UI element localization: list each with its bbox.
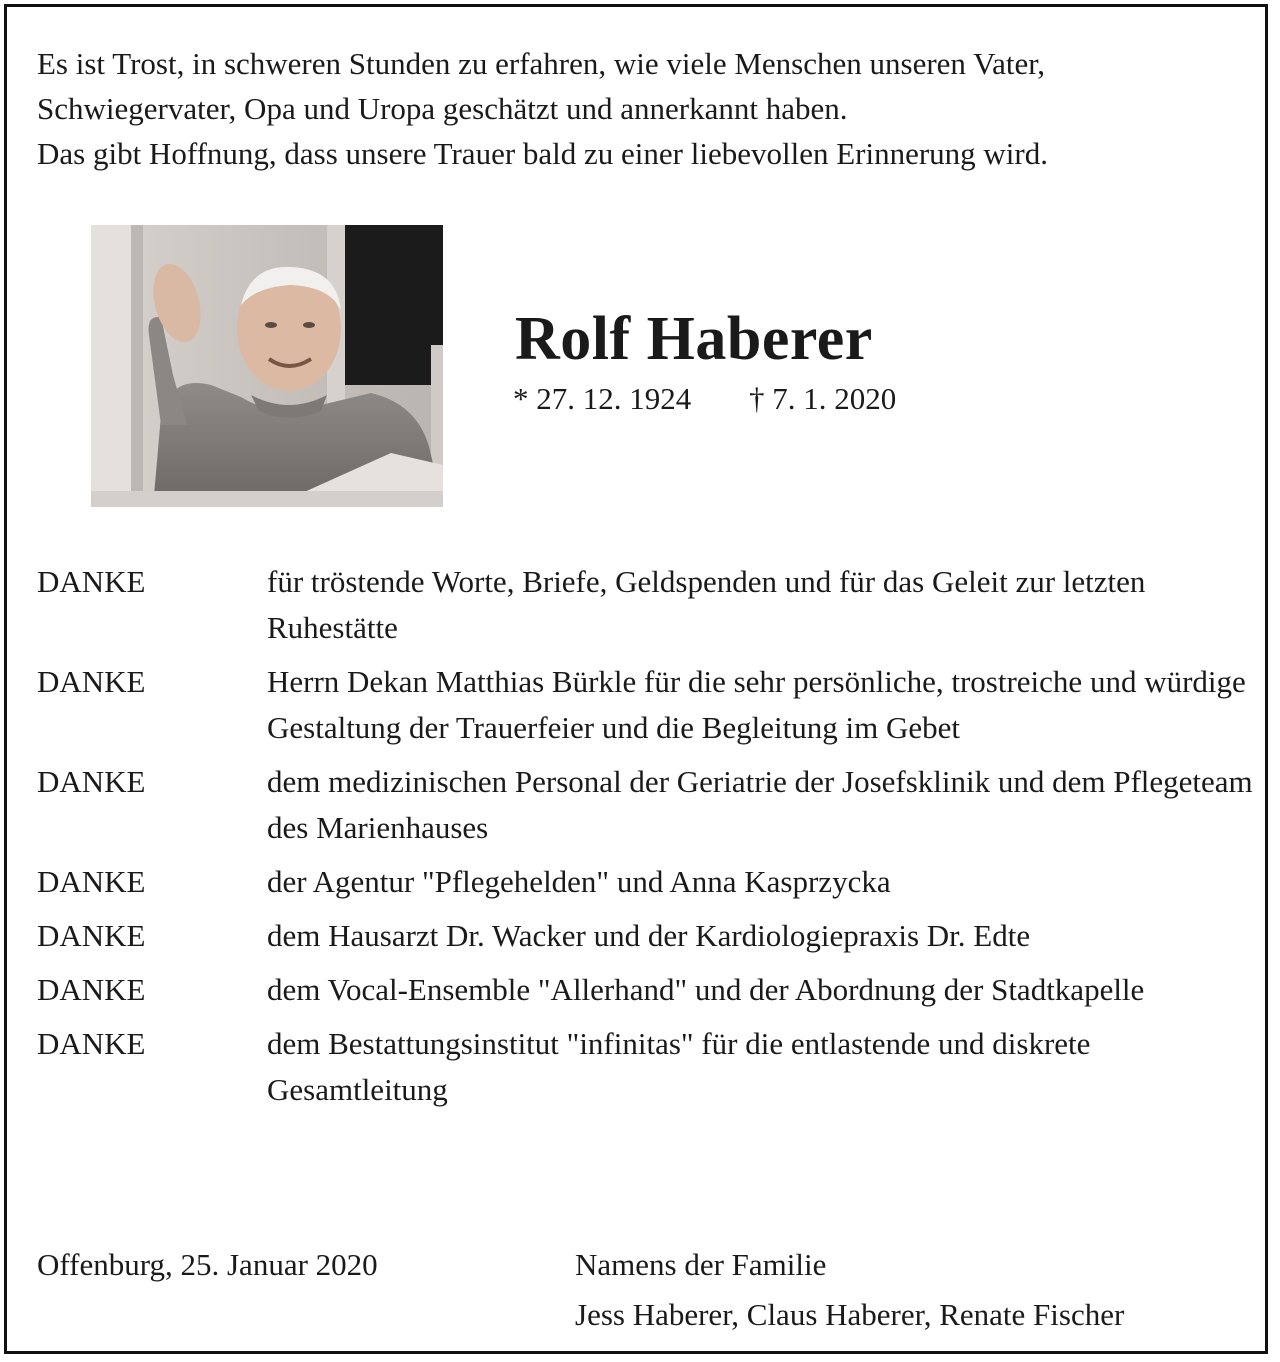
on-behalf-of-family: Namens der Familie <box>575 1247 827 1282</box>
thanks-text: dem Vocal-Ensemble "Allerhand" und der Abordnung der Stadtkapelle <box>267 972 1145 1007</box>
thanks-label: DANKE <box>37 972 146 1007</box>
thanks-list <box>37 559 1257 1121</box>
intro-line-3: Das gibt Hoffnung, dass unsere Trauer bald zu einer liebevollen Erinnerung wird. <box>37 136 1048 171</box>
thanks-label: DANKE <box>37 864 146 899</box>
thanks-row <box>37 759 1257 851</box>
birth-date: * 27. 12. 1924 <box>513 381 692 416</box>
intro-line-2: Schwiegervater, Opa und Uropa geschätzt und annerkannt haben. <box>37 91 848 126</box>
thanks-row <box>37 913 1257 959</box>
thanks-row <box>37 559 1257 651</box>
place-date: Offenburg, 25. Januar 2020 <box>37 1247 378 1282</box>
signature <box>575 1241 1124 1339</box>
thanks-label: DANKE <box>37 1026 146 1061</box>
portrait-photo <box>91 225 443 507</box>
family-names: Jess Haberer, Claus Haberer, Renate Fischer <box>575 1297 1125 1332</box>
obituary-frame <box>4 4 1268 1354</box>
thanks-row <box>37 967 1257 1013</box>
thanks-text: dem medizinischen Personal der Geriatrie der Josefsklinik und dem Pflegeteam des Marienhauses <box>267 764 1253 845</box>
thanks-text: Herrn Dekan Matthias Bürkle für die sehr persönliche, trostreiche und würdige Gestaltung der Trauerfeier und die Begleitung im Gebet <box>267 664 1246 745</box>
thanks-row <box>37 659 1257 751</box>
life-dates <box>513 377 896 421</box>
thanks-label: DANKE <box>37 918 146 953</box>
deceased-name: Rolf Haberer <box>515 305 873 373</box>
thanks-row <box>37 1021 1257 1113</box>
thanks-row <box>37 859 1257 905</box>
intro-text <box>37 41 1257 176</box>
thanks-text: dem Bestattungsinstitut "infinitas" für die entlastende und diskrete Gesamtleitung <box>267 1026 1091 1107</box>
thanks-text: der Agentur "Pflegehelden" und Anna Kasprzycka <box>267 864 891 899</box>
thanks-label: DANKE <box>37 764 146 799</box>
thanks-label: DANKE <box>37 664 146 699</box>
intro-line-1: Es ist Trost, in schweren Stunden zu erfahren, wie viele Menschen unseren Vater, <box>37 46 1046 81</box>
thanks-label: DANKE <box>37 564 146 599</box>
thanks-text: dem Hausarzt Dr. Wacker und der Kardiologiepraxis Dr. Edte <box>267 918 1031 953</box>
thanks-text: für tröstende Worte, Briefe, Geldspenden und für das Geleit zur letzten Ruhestätte <box>267 564 1146 645</box>
death-date: † 7. 1. 2020 <box>749 381 897 416</box>
